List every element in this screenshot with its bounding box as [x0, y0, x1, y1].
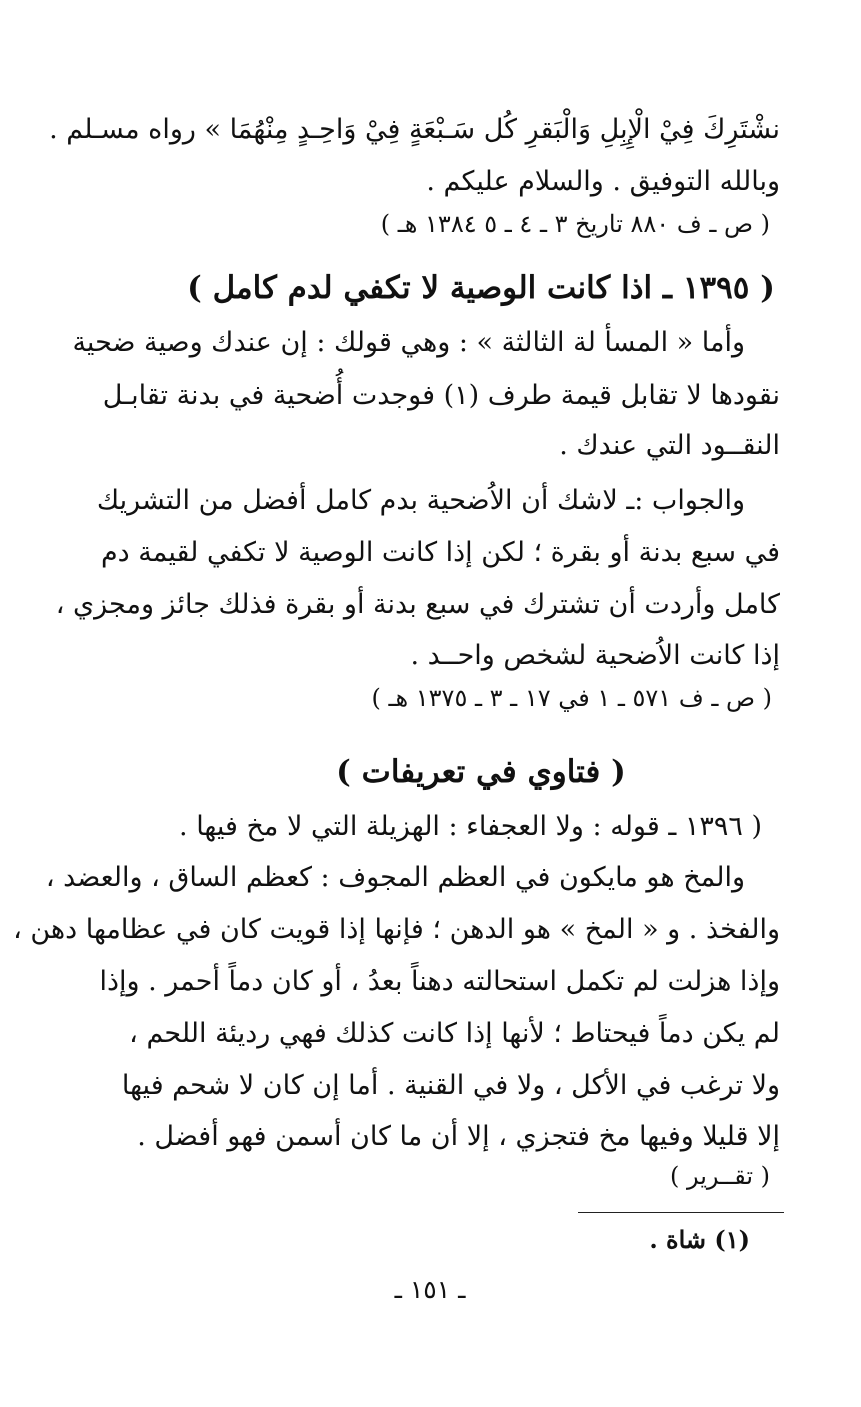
text-line: ( ١٣٩٦ ـ قوله : ولا العجفاء : الهزيلة التي لا مخ فيها . — [179, 811, 762, 842]
reference-citation: ( تقــرير ) — [669, 1162, 770, 1190]
footnote: (١) شاة . — [649, 1225, 750, 1254]
text-line: كامل وأردت أن تشترك في سبع بدنة أو بقرة فذلك جائز ومجزي ، — [55, 589, 780, 620]
section-heading: ( ١٣٩٥ ـ اذا كانت الوصية لا تكفي لدم كامل ) — [187, 270, 775, 306]
reference-citation: ( ص ـ ف ٨٨٠ تاريخ ٣ ـ ٤ ـ ٥ ١٣٨٤ هـ ) — [380, 210, 770, 238]
section-heading: ( فتاوي في تعريفات ) — [336, 754, 626, 790]
reference-citation: ( ص ـ ف ٥٧١ ـ ١ في ١٧ ـ ٣ ـ ١٣٧٥ هـ ) — [371, 684, 772, 712]
footnote-divider — [578, 1212, 784, 1213]
text-line: إلا قليلا وفيها مخ فتجزي ، إلا أن ما كان أسمن فهو أفضل . — [137, 1121, 780, 1152]
text-line: النقــود التي عندك . — [559, 430, 780, 461]
text-line: والجواب :ـ لاشك أن الاُضحية بدم كامل أفضل من التشريك — [96, 485, 745, 516]
text-line: والفخذ . و « المخ » هو الدهن ؛ فإنها إذا قويت كان في عظامها دهن ، — [13, 914, 780, 945]
text-line: في سبع بدنة أو بقرة ؛ لكن إذا كانت الوصية لا تكفي لقيمة دم — [100, 537, 780, 568]
text-line: نقودها لا تقابل قيمة طرف (١) فوجدت أُضحية في بدنة تقابـل — [102, 380, 780, 411]
text-line: إذا كانت الاُضحية لشخص واحــد . — [410, 640, 780, 671]
text-line: والمخ هو مايكون في العظم المجوف : كعظم الساق ، والعضد ، — [45, 862, 745, 893]
text-line: وبالله التوفيق . والسلام عليكم . — [426, 166, 780, 197]
text-line: لم يكن دماً فيحتاط ؛ لأنها إذا كانت كذلك فهي رديئة اللحم ، — [129, 1018, 780, 1049]
text-line: ولا ترغب في الأكل ، ولا في القنية . أما إن كان لا شحم فيها — [121, 1070, 780, 1101]
text-line: وأما « المسأ لة الثالثة » : وهي قولك : إن عندك وصية ضحية — [72, 327, 745, 358]
text-line: نشْتَرِكَ فِيْ الْإِبِلِ وَالْبَقرِ كُل سَـبْعَةٍ فِيْ وَاحِـدٍ مِنْهُمَا » رواه مسـلم . — [49, 114, 780, 145]
text-line: وإذا هزلت لم تكمل استحالته دهناً بعدُ ، أو كان دماً أحمر . وإذا — [99, 966, 780, 997]
page-number: ـ ١٥١ ـ — [394, 1275, 466, 1304]
